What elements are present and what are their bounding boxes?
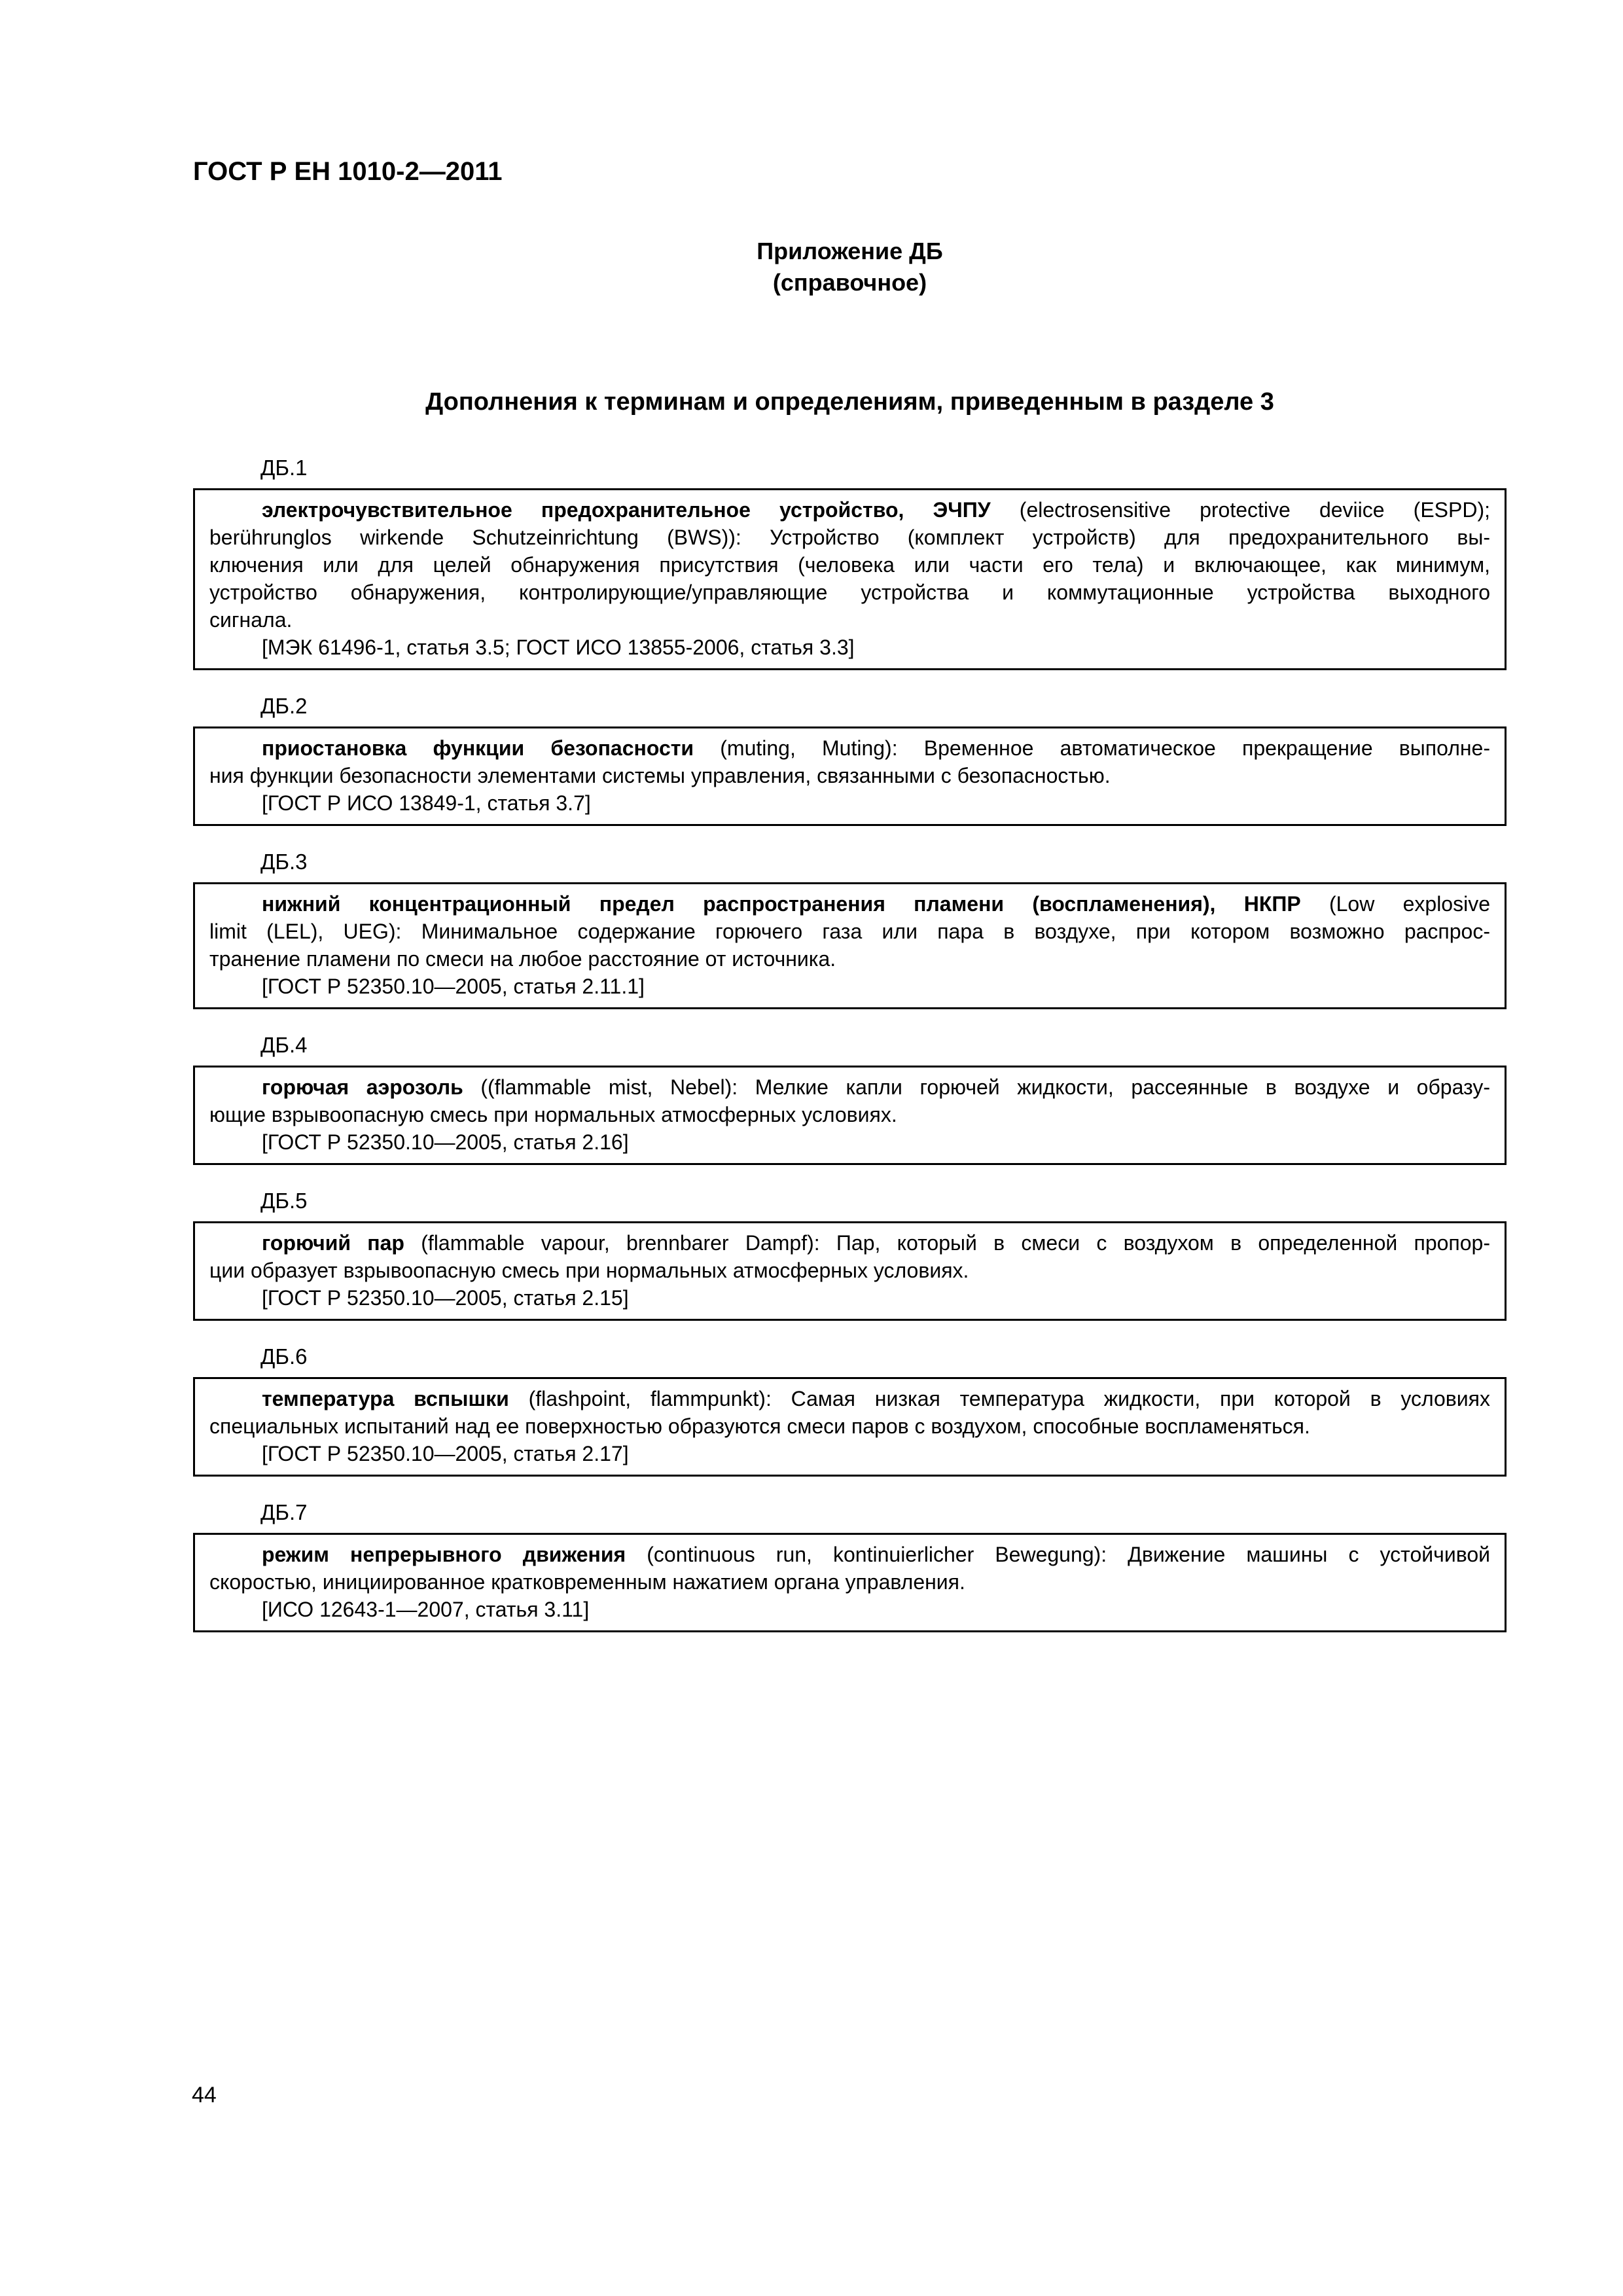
definition-text: (flashpoint, flammpunkt): Самая низкая температура жидкости, при которой в условиях — [508, 1387, 1491, 1410]
definition-box — [193, 1377, 1507, 1477]
definition-box — [193, 882, 1507, 1009]
definition-line: limit (LEL), UEG): Минимальное содержание горючего газа или пара в воздухе, при котором возможно распрос- — [209, 920, 1490, 943]
definition-line — [209, 1073, 1490, 1101]
page-number: 44 — [192, 2083, 217, 2108]
definition-line — [209, 1385, 1490, 1412]
definition-box — [193, 488, 1507, 670]
citation: [ГОСТ Р ИСО 13849-1, статья 3.7] — [262, 791, 591, 815]
entry-label: ДБ.4 — [260, 1033, 308, 1057]
citation: [ГОСТ Р 52350.10—2005, статья 2.17] — [262, 1442, 629, 1465]
term-text: режим непрерывного движения — [262, 1543, 626, 1566]
definition-box — [193, 726, 1507, 826]
page-content — [193, 0, 1507, 1632]
definition-line: транение пламени по смеси на любое расстояние от источника. — [209, 947, 836, 971]
definition-line: сигнала. — [209, 608, 293, 632]
appendix-heading — [193, 236, 1507, 298]
section-title: Дополнения к терминам и определениям, приведенным в разделе 3 — [425, 388, 1274, 416]
definition-text: (Low explosive — [1300, 892, 1490, 916]
definition-line: ции образует взрывоопасную смесь при нормальных атмосферных условиях. — [209, 1259, 969, 1282]
definition-line: ключения или для целей обнаружения присутствия (человека или части его тела) и включающее, как минимум, — [209, 553, 1490, 577]
definition-line: ния функции безопасности элементами системы управления, связанными с безопасностью. — [209, 764, 1111, 787]
entry-label: ДБ.6 — [260, 1344, 308, 1369]
definition-box — [193, 1533, 1507, 1632]
definition-line — [209, 734, 1490, 762]
definition-line: устройство обнаружения, контролирующие/управляющие устройства и коммутационные устройства выходного — [209, 581, 1490, 604]
citation: [ГОСТ Р 52350.10—2005, статья 2.16] — [262, 1130, 629, 1154]
definition-line — [209, 890, 1490, 918]
term-text: горючий пар — [262, 1231, 404, 1255]
definition-line: специальных испытаний над ее поверхностью образуются смеси паров с воздухом, способные воспламеняться. — [209, 1414, 1310, 1438]
definition-line — [209, 1541, 1490, 1568]
appendix-subtitle: (справочное) — [772, 269, 927, 296]
citation: [ИСО 12643-1—2007, статья 3.11] — [262, 1598, 590, 1621]
citation: [ГОСТ Р 52350.10—2005, статья 2.11.1] — [262, 975, 645, 998]
term-text: электрочувствительное предохранительное устройство, ЭЧПУ — [262, 498, 991, 522]
term-text: горючая аэрозоль — [262, 1075, 463, 1099]
definition-text: (continuous run, kontinuierlicher Bewegung): Движение машины с устойчивой — [626, 1543, 1491, 1566]
entry-label: ДБ.3 — [260, 850, 308, 874]
definition-line — [209, 1229, 1490, 1257]
entry-label: ДБ.5 — [260, 1189, 308, 1213]
term-text: нижний концентрационный предел распространения пламени (воспламенения), НКПР — [262, 892, 1301, 916]
citation: [МЭК 61496-1, статья 3.5; ГОСТ ИСО 13855-2006, статья 3.3] — [262, 636, 855, 659]
definition-text: (muting, Muting): Временное автоматическое прекращение выполне- — [694, 736, 1491, 760]
appendix-title: Приложение ДБ — [757, 238, 943, 264]
entry-label: ДБ.7 — [260, 1500, 308, 1524]
entry-label: ДБ.2 — [260, 694, 308, 718]
definition-text: ((flammable mist, Nebel): Мелкие капли горючей жидкости, рассеянные в воздухе и образу- — [463, 1075, 1491, 1099]
definition-box — [193, 1221, 1507, 1321]
entry-label: ДБ.1 — [260, 456, 308, 480]
definition-line — [209, 496, 1490, 524]
term-text: температура вспышки — [262, 1387, 509, 1410]
document-header: ГОСТ Р ЕН 1010-2—2011 — [193, 157, 503, 186]
term-text: приостановка функции безопасности — [262, 736, 694, 760]
definition-line: ющие взрывоопасную смесь при нормальных атмосферных условиях. — [209, 1103, 897, 1126]
definition-box — [193, 1066, 1507, 1165]
definition-text: (electrosensitive protective deviice (ESPD); — [990, 498, 1491, 522]
definition-text: (flammable vapour, brennbarer Dampf): Пар, который в смеси с воздухом в определенной пропор- — [404, 1231, 1491, 1255]
definition-line: berührunglos wirkende Schutzeinrichtung (BWS)): Устройство (комплект устройств) для предохранительного вы- — [209, 526, 1490, 549]
citation: [ГОСТ Р 52350.10—2005, статья 2.15] — [262, 1286, 629, 1310]
definition-line: скоростью, инициированное кратковременным нажатием органа управления. — [209, 1570, 965, 1594]
